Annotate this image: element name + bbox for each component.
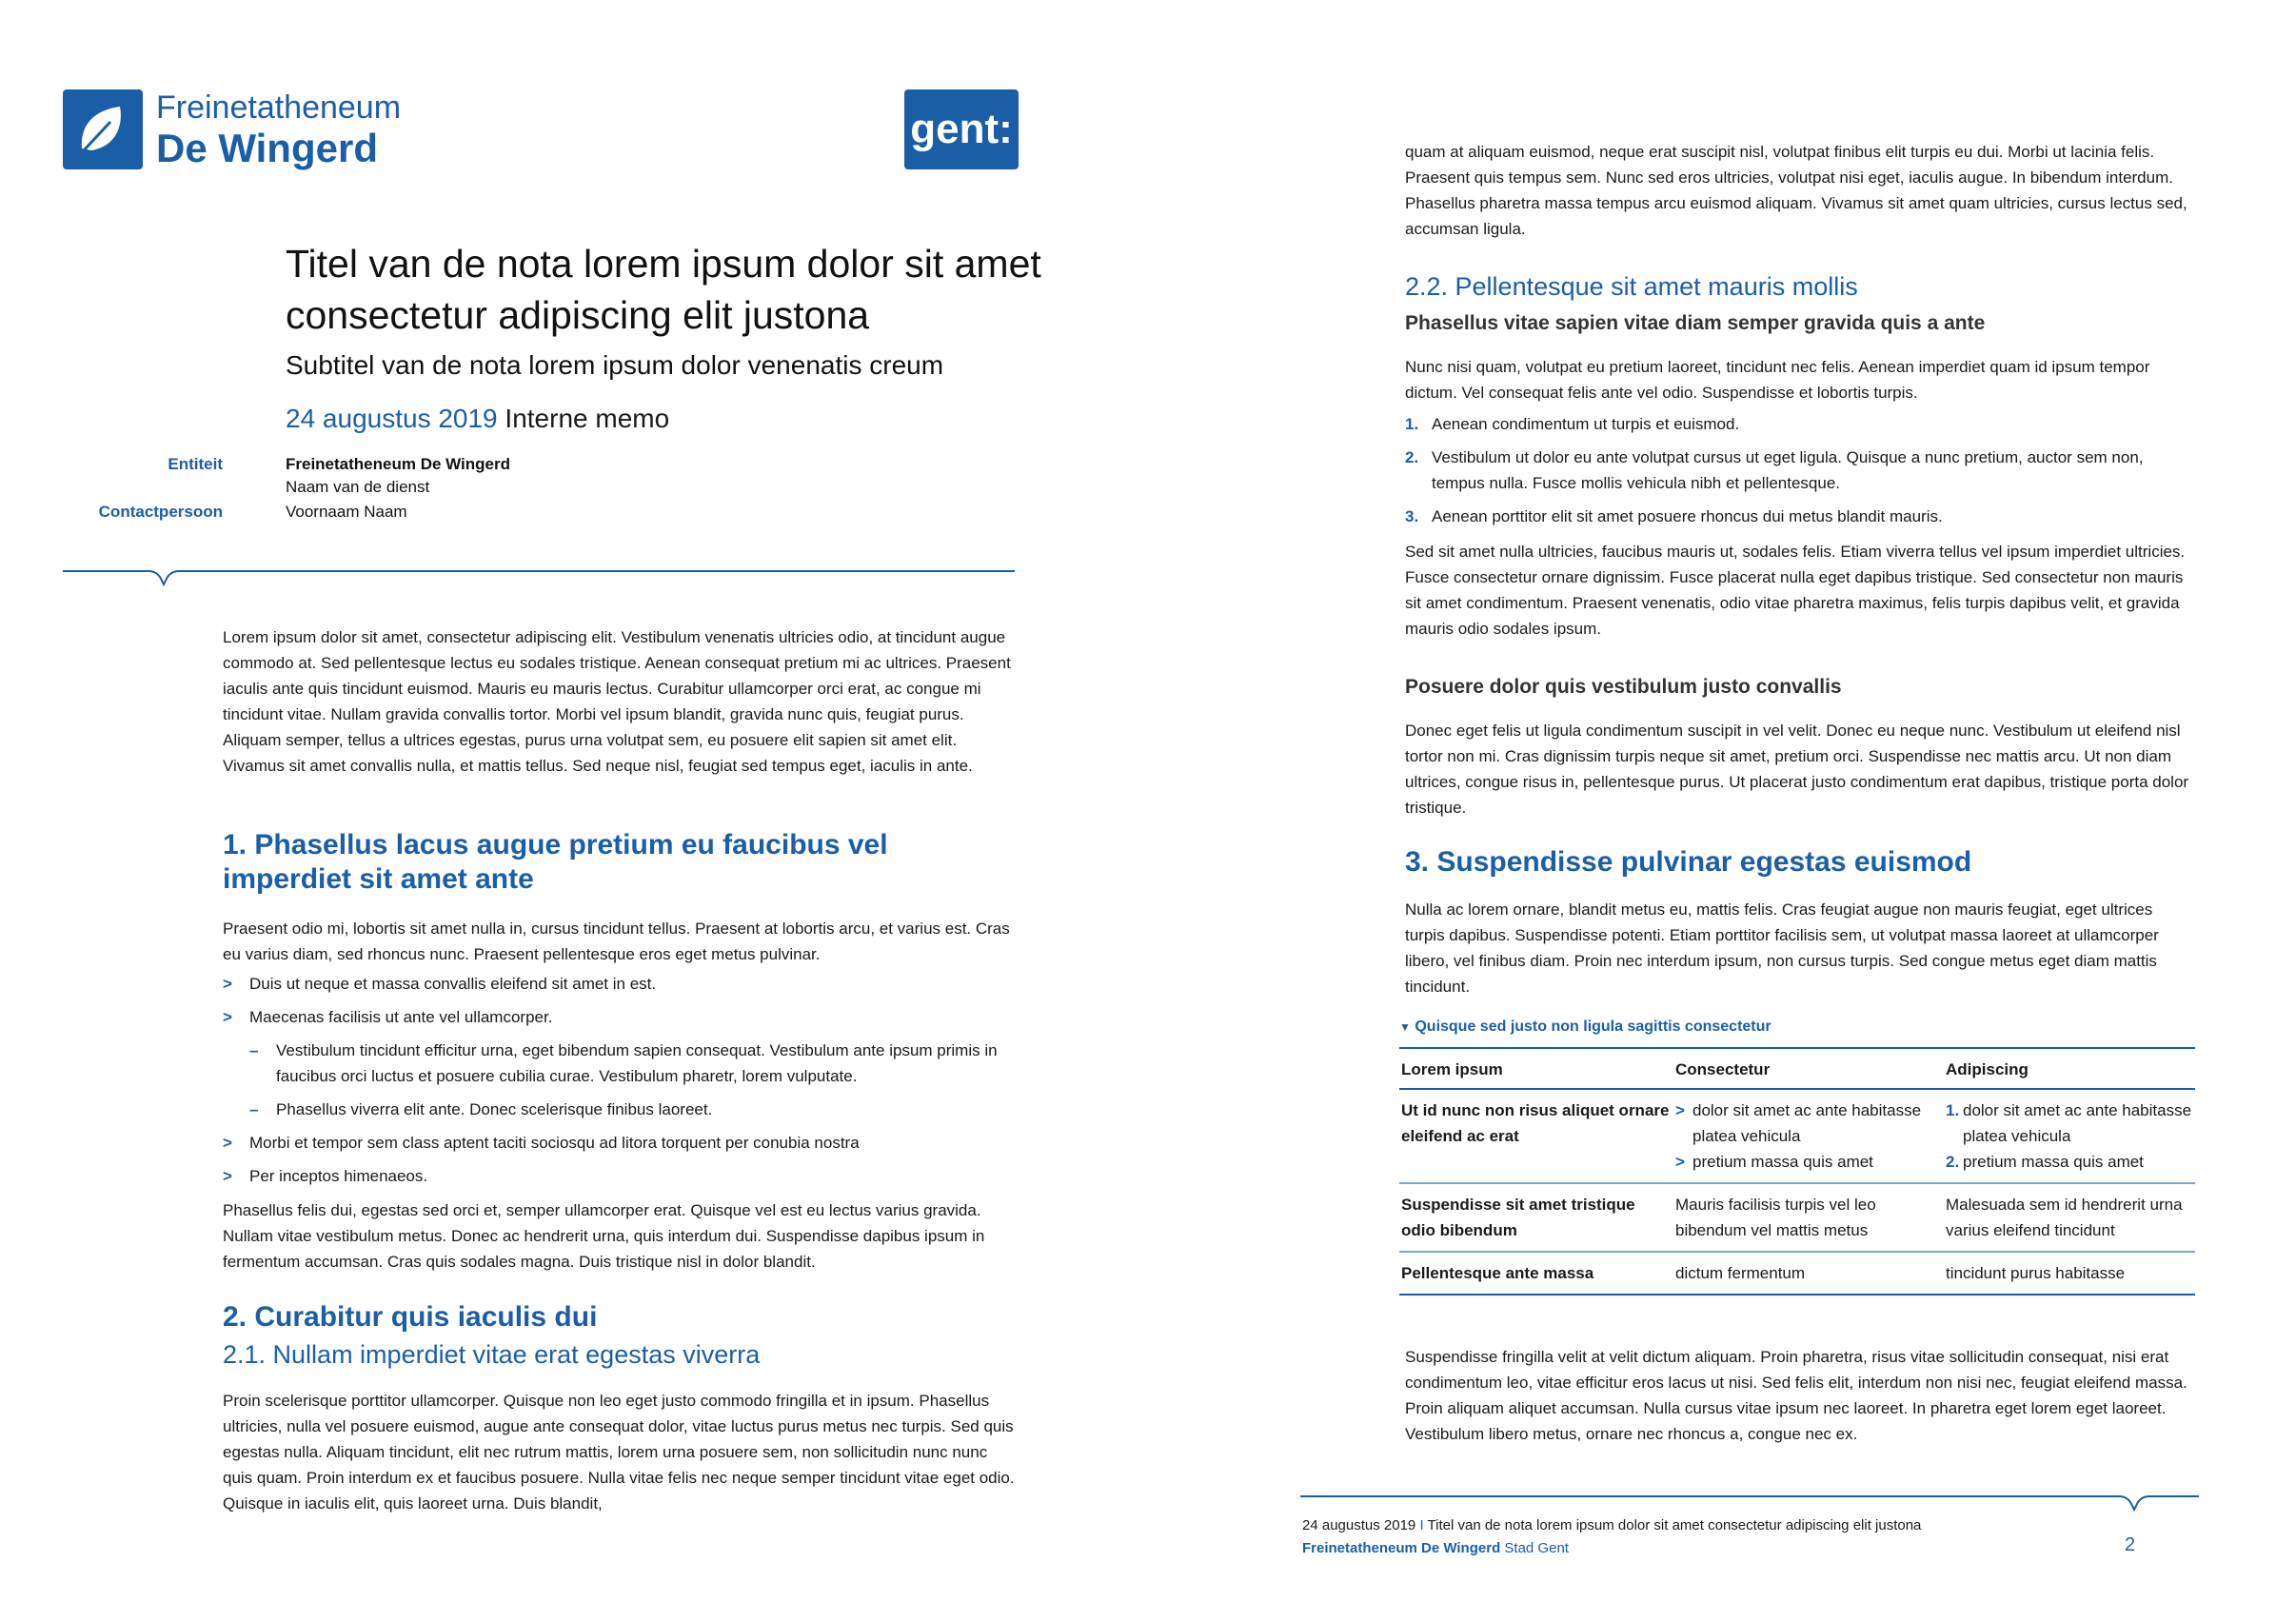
entity-name: Freinetatheneum De Wingerd bbox=[286, 455, 510, 473]
table-cell: Suspendisse sit amet tristique odio bibendum bbox=[1399, 1183, 1673, 1252]
list-item: 2. Vestibulum ut dolor eu ante volutpat cursus ut eget ligula. Quisque a nunc pretium, auctor sem non, tempus nulla. Fusce mollis vehicula nibh et pellentesque. bbox=[1405, 448, 2144, 492]
cell-list-item: > pretium massa quis amet bbox=[1675, 1153, 1873, 1171]
paragraph-5: Nulla ac lorem ornare, blandit metus eu, mattis felis. Cras feugiat augue non mauris feugiat, eget ultrices turpis dapibus. Suspendisse potenti. Etiam porttitor facilisis sem, ut volutpat massa laoreet at ullamcorper libero, vel finibus diam. Proin nec interdum ipsum, non cursus turpis. Sed congue metus eget diam mattis tincidunt. bbox=[1405, 900, 2159, 996]
logo-freinetatheneum bbox=[63, 89, 425, 175]
list-item: > Duis ut neque et massa convallis eleifend sit amet in est. bbox=[223, 971, 1015, 997]
table-cell bbox=[1944, 1089, 2195, 1183]
date-line bbox=[286, 404, 669, 434]
header-divider bbox=[63, 552, 1015, 590]
footer-date: 24 augustus 2019 bbox=[1302, 1517, 1416, 1533]
paragraph-3: Sed sit amet nulla ultricies, faucibus mauris ut, sodales felis. Etiam viverra tellus vel ipsum imperdiet ultricies. Fusce consectetur ornare dignissim. Fusce placerat nulla eget dapibus tristique. Sed consectetur non mauris sit amet condimentum. Praesent venenatis, odio vitae pharetra maximus, felis turpis dapibus velit, et gravida mauris odio sodales ipsum. bbox=[1405, 543, 2186, 638]
section-2-paragraph: Proin scelerisque porttitor ullamcorper. Quisque non leo eget justo commodo fringilla et in ipsum. Phasellus ultricies, nulla vel posuere euismod, augue ante consequat dolor, vitae luctus purus metus nec turpis. Sed quis egestas nulla. Aliquam tincidunt, elit nec rutrum mattis, lorem urna posuere sem, non sollicitudin nunc nunc quis quam. Proin interdum ex et faucibus posuere. Nulla vitae felis nec neque semper tincidunt vitae eget odio. Quisque in iaculis elit, quis laoreet urna. Duis blandit, bbox=[223, 1392, 1015, 1513]
gent-logo: gent: bbox=[904, 89, 1019, 169]
bullet-marker: > bbox=[223, 1167, 232, 1185]
list-item: 3. Aenean porttitor elit sit amet posuere rhoncus dui metus blandit mauris. bbox=[1405, 507, 1943, 525]
bullet-marker: > bbox=[223, 1008, 232, 1026]
sub-list-item: – Phasellus viverra elit ante. Donec scelerisque finibus laoreet. bbox=[223, 1097, 1015, 1122]
section-2-2-paragraph: Nunc nisi quam, volutpat eu pretium laoreet, tincidunt nec felis. Aenean imperdiet quam id ipsum tempor dictum. Vel consequat felis ante vel odio. Suspendisse et lobortis turpis. bbox=[1405, 358, 2150, 402]
table-cell: Mauris facilisis turpis vel leo bibendum vel mattis metus bbox=[1673, 1183, 1944, 1252]
table-header-row bbox=[1399, 1048, 2195, 1089]
entity-service: Naam van de dienst bbox=[286, 478, 430, 496]
posuere-subheading: Posuere dolor quis vestibulum justo convallis bbox=[1405, 676, 1842, 698]
section-2-2-heading: 2.2. Pellentesque sit amet mauris mollis bbox=[1405, 272, 1858, 301]
list-item: > Morbi et tempor sem class aptent taciti sociosqu ad litora torquent per conubia nostra bbox=[223, 1130, 1015, 1156]
logo-text-line2: De Wingerd bbox=[156, 126, 378, 170]
footer-title: Titel van de nota lorem ipsum dolor sit amet consectetur adipiscing elit justona bbox=[1427, 1517, 1922, 1533]
table-row bbox=[1399, 1183, 2195, 1252]
cell-list-item: 2. pretium massa quis amet bbox=[1946, 1153, 2144, 1171]
table-caption: ▼ Quisque sed justo non ligula sagittis consectetur bbox=[1399, 1019, 1771, 1035]
section-3-heading: 3. Suspendisse pulvinar egestas euismod bbox=[1405, 846, 1972, 878]
footer-line-1 bbox=[1302, 1517, 1921, 1533]
cell-list-item: > dolor sit amet ac ante habitasse platea vehicula bbox=[1675, 1101, 1922, 1145]
footer-city: Stad Gent bbox=[1504, 1540, 1569, 1556]
footer-separator: I bbox=[1419, 1517, 1424, 1533]
list-item: > Per inceptos himenaeos. bbox=[223, 1163, 1015, 1189]
footer-divider bbox=[1300, 1487, 2199, 1515]
logo-text-line1: Freinetatheneum bbox=[156, 89, 402, 126]
cell-list-item: 1. dolor sit amet ac ante habitasse platea vehicula bbox=[1946, 1101, 2192, 1145]
continued-paragraph: quam at aliquam euismod, neque erat suscipit nisl, volutpat finibus elit turpis eu dui. Morbi ut lacinia felis. Praesent quis tempus sem. Nunc sed eros ultricies, volutpat nisi eget, iaculis augue. In bibendum interdum. Phasellus pharetra massa tempus arcu euismod aliquam. Vivamus sit amet quam ultricies, cursus lectus sed, accumsan ligula. bbox=[1405, 143, 2187, 238]
section-1-paragraph-2: Phasellus felis dui, egestas sed orci et, semper ullamcorper erat. Quisque vel est eu lectus varius gravida. Nullam vitae vestibulum metus. Donec ac hendrerit urna, quis interdum dui. Suspendisse dapibus ipsum in fermentum accumsan. Cras quis sodales magna. Duis tristique nisl in dolor blandit. bbox=[223, 1201, 985, 1271]
triangle-down-icon: ▼ bbox=[1399, 1020, 1411, 1034]
document-type: Interne memo bbox=[505, 404, 670, 433]
page-number: 2 bbox=[2125, 1534, 2136, 1555]
table-row bbox=[1399, 1089, 2195, 1183]
sub-list-item: – Vestibulum tincidunt efficitur urna, eget bibendum sapien consequat. Vestibulum ante ipsum primis in faucibus orci luctus et posuere cubilia curae. Vestibulum pharetr, lorem vulputate. bbox=[223, 1038, 1015, 1089]
contact-name: Voornaam Naam bbox=[286, 503, 407, 521]
numbered-list bbox=[1405, 411, 2195, 537]
leaf-icon bbox=[63, 89, 143, 169]
footer-org: Freinetatheneum De Wingerd bbox=[1302, 1540, 1501, 1556]
table-header-cell: Consectetur bbox=[1673, 1048, 1944, 1089]
document-date: 24 augustus 2019 bbox=[286, 404, 498, 433]
table-cell: Ut id nunc non risus aliquet ornare eleifend ac erat bbox=[1399, 1089, 1673, 1183]
table-header-cell: Adipiscing bbox=[1944, 1048, 2195, 1089]
dash-marker: – bbox=[249, 1041, 259, 1059]
bullet-marker: > bbox=[223, 1134, 232, 1152]
bullet-list bbox=[223, 971, 1015, 1197]
section-1-heading: 1. Phasellus lacus augue pretium eu faucibus vel imperdiet sit amet ante bbox=[223, 829, 888, 895]
list-item: 1. Aenean condimentum ut turpis et euismod. bbox=[1405, 415, 1740, 433]
dash-marker: – bbox=[249, 1100, 259, 1118]
data-table bbox=[1399, 1047, 2195, 1295]
table-cell: tincidunt purus habitasse bbox=[1944, 1252, 2195, 1295]
table-header-cell: Lorem ipsum bbox=[1399, 1048, 1673, 1089]
document-subtitle: Subtitel van de nota lorem ipsum dolor venenatis creum bbox=[286, 350, 944, 380]
section-2-2-subheading: Phasellus vitae sapien vitae diam semper gravida quis a ante bbox=[1405, 312, 1986, 334]
paragraph-4: Donec eget felis ut ligula condimentum suscipit in vel velit. Donec eu neque nunc. Vestibulum ut eleifend nisl tortor non mi. Cras dignissim turpis neque sit amet, pretium orci. Suspendisse nec mattis arcu. Ut non diam ultrices, congue risus in, pellentesque purus. Ut placerat justo condimentum erat dapibus, tristique porta dolor tristique. bbox=[1405, 722, 2189, 817]
document-title: Titel van de nota lorem ipsum dolor sit amet consectetur adipiscing elit justona bbox=[286, 242, 1041, 337]
section-2-1-heading: 2.1. Nullam imperdiet vitae erat egestas viverra bbox=[223, 1340, 761, 1369]
section-1-paragraph: Praesent odio mi, lobortis sit amet nulla in, cursus tincidunt tellus. Praesent at lobortis arcu, et varius est. Cras eu varius diam, sed rhoncus nunc. Praesent pellentesque eros eget metus pulvinar. bbox=[223, 920, 1010, 963]
table-cell bbox=[1673, 1089, 1944, 1183]
contact-label: Contactpersoon bbox=[98, 503, 223, 521]
table-cell: Malesuada sem id hendrerit urna varius eleifend tincidunt bbox=[1944, 1183, 2195, 1252]
table-cell: Pellentesque ante massa bbox=[1399, 1252, 1673, 1295]
intro-paragraph: Lorem ipsum dolor sit amet, consectetur adipiscing elit. Vestibulum venenatis ultricies odio, at tincidunt augue commodo at. Sed pellentesque lectus eu sodales tristique. Aenean consequat pretium mi ac ultrices. Praesent iaculis ante quis tincidunt euismod. Mauris eu mauris lectus. Curabitur ullamcorper orci erat, ac congue mi tincidunt vitae. Nullam gravida convallis tortor. Morbi vel ipsum blandit, gravida nunc quis, feugiat purus. Aliquam semper, tellus a ultrices egestas, purus urna volutpat sem, eu posuere elit sapien sit amet elit. Vivamus sit amet convallis nulla, et mattis tellus. Sed neque nisl, feugiat sed tempus eget, iaculis in ante. bbox=[223, 628, 1011, 775]
entity-label: Entiteit bbox=[168, 455, 223, 473]
table-cell: dictum fermentum bbox=[1673, 1252, 1944, 1295]
paragraph-6: Suspendisse fringilla velit at velit dictum aliquam. Proin pharetra, risus vitae sollicitudin consequat, nisi erat condimentum leo, vitae efficitur eros lacus ut nisi. Sed felis elit, interdum non nisi nec, feugiat eleifend massa. Proin aliquam aliquet accumsan. Nulla cursus vitae ipsum nec laoreet. In pharetra eget lorem eget laoreet. Vestibulum libero metus, ornare nec rhoncus a, congue nec ex. bbox=[1405, 1348, 2187, 1443]
bullet-marker: > bbox=[223, 975, 232, 993]
section-2-heading: 2. Curabitur quis iaculis dui bbox=[223, 1301, 598, 1333]
footer-line-2 bbox=[1302, 1540, 1569, 1556]
table-row bbox=[1399, 1252, 2195, 1295]
list-item: > Maecenas facilisis ut ante vel ullamcorper. bbox=[223, 1004, 1015, 1030]
page-1 bbox=[0, 0, 1104, 1602]
